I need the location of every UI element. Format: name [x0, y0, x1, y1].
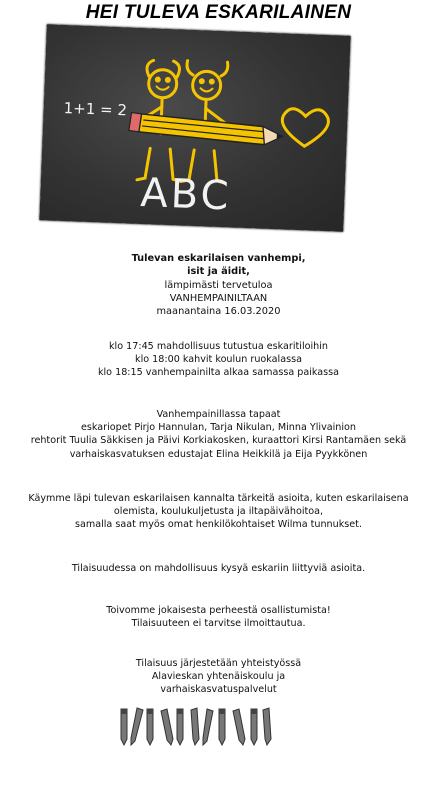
schedule-line: klo 18:00 kahvit koulun ruokalassa	[135, 354, 302, 366]
pencils-decoration-icon	[117, 705, 277, 747]
wish-line: Tilaisuuteen ei tarvitse ilmoittautua.	[131, 618, 306, 630]
people-line: Vanhempainillassa tapaat	[156, 409, 281, 420]
abc-chalk-text: ABC	[139, 169, 233, 220]
intro-line: maanantaina 16.03.2020	[156, 306, 281, 318]
schedule-line: klo 18:15 vanhempainilta alkaa samassa paikassa	[97, 367, 340, 379]
intro-line: Tulevan eskarilaisen vanhempi,	[131, 253, 306, 264]
people-line: rehtorit Tuulia Säkkisen ja Päivi Korkiakosken, kuraattori Kirsi Rantamäen sekä	[30, 435, 407, 447]
chance-block	[0, 562, 437, 575]
organizer-line: varhaiskasvatuspalvelut	[160, 684, 277, 696]
schedule-block	[0, 340, 437, 380]
wish-line: Toivomme jokaisesta perheestä osallistumista!	[106, 605, 331, 616]
plan-line: olemista, koulukuljetusta ja iltapäivähoitoa,	[113, 506, 324, 518]
chance-line: Tilaisuudessa on mahdollisuus kysyä eskariin liittyviä asioita.	[71, 563, 366, 574]
plan-block	[0, 492, 437, 532]
chalkboard-image	[43, 30, 347, 226]
people-block	[0, 408, 437, 461]
plan-line: Käymme läpi tulevan eskarilaisen kannalta tärkeitä asioita, kuten eskarilaisena	[28, 493, 409, 504]
wish-block	[0, 604, 437, 630]
people-line: eskariopet Pirjo Hannulan, Tarja Nikulan, Minna Ylivainion	[80, 422, 356, 434]
schedule-line: klo 17:45 mahdollisuus tutustua eskaritiloihin	[109, 341, 328, 352]
plan-line: samalla saat myös omat henkilökohtaiset Wilma tunnukset.	[74, 519, 362, 531]
intro-line: VANHEMPAINILTAAN	[169, 292, 268, 304]
people-line: varhaiskasvatuksen edustajat Elina Heikkilä ja Eija Pyykkönen	[69, 448, 368, 460]
intro-line: isit ja äidit,	[187, 266, 250, 278]
organizer-block	[0, 657, 437, 697]
math-chalk-text: 1+1 = 2	[63, 98, 128, 120]
intro-block	[0, 252, 437, 318]
organizer-line: Tilaisuus järjestetään yhteistyössä	[135, 658, 302, 669]
organizer-line: Alavieskan yhtenäiskoulu ja	[151, 671, 286, 683]
heart-icon	[281, 108, 329, 147]
page-title: HEI TULEVA ESKARILAINEN	[85, 2, 352, 23]
intro-line: lämpimästi tervetuloa	[164, 279, 273, 291]
